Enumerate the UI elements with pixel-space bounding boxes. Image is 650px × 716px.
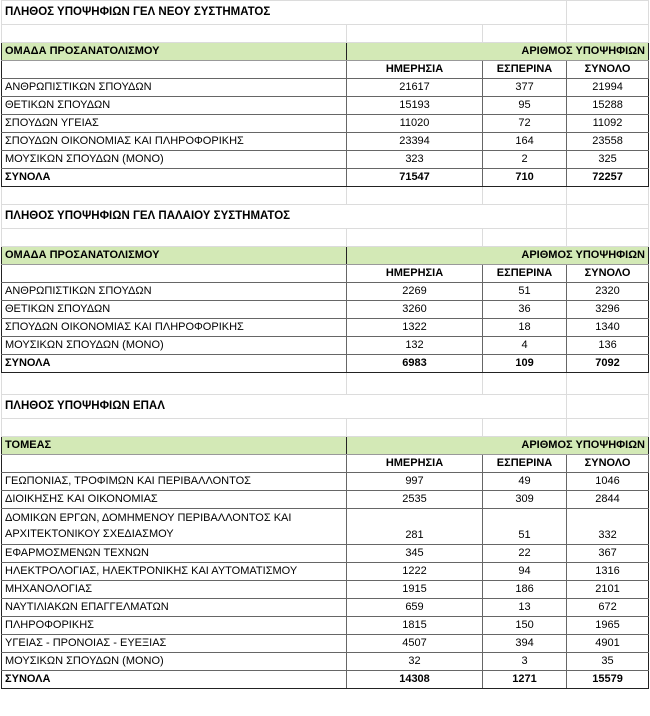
day-value[interactable]: 2269 <box>347 283 483 301</box>
column-header[interactable]: ΗΜΕΡΗΣΙΑ <box>347 455 483 473</box>
day-value[interactable]: 3260 <box>347 301 483 319</box>
row-label[interactable]: ΜΟΥΣΙΚΩΝ ΣΠΟΥΔΩΝ (ΜΟΝΟ) <box>2 653 347 671</box>
total-value[interactable]: 23558 <box>567 133 649 151</box>
column-header-row <box>2 61 649 79</box>
day-value[interactable]: 345 <box>347 545 483 563</box>
evening-value[interactable]: 51 <box>483 283 567 301</box>
group-header[interactable]: ΟΜΑΔΑ ΠΡΟΣΑΝΑΤΟΛΙΣΜΟΥ <box>2 43 347 61</box>
empty-cell[interactable] <box>567 25 649 43</box>
empty-cell[interactable] <box>483 229 567 247</box>
total-value[interactable]: 21994 <box>567 79 649 97</box>
day-value[interactable]: 659 <box>347 599 483 617</box>
group-header-row <box>2 437 649 455</box>
table-row <box>2 635 649 653</box>
table-row <box>2 563 649 581</box>
total-value[interactable]: 1046 <box>567 473 649 491</box>
empty-cell[interactable] <box>2 419 347 437</box>
table-row <box>2 337 649 355</box>
empty-cell[interactable] <box>2 455 347 473</box>
empty-cell[interactable] <box>347 229 483 247</box>
row-label[interactable]: ΑΝΘΡΩΠΙΣΤΙΚΩΝ ΣΠΟΥΔΩΝ <box>2 283 347 301</box>
evening-value[interactable]: 164 <box>483 133 567 151</box>
row-label[interactable]: ΠΛΗΡΟΦΟΡΙΚΗΣ <box>2 617 347 635</box>
row-label[interactable]: ΔΙΟΙΚΗΣΗΣ ΚΑΙ ΟΙΚΟΝΟΜΙΑΣ <box>2 491 347 509</box>
column-header[interactable]: ΗΜΕΡΗΣΙΑ <box>347 61 483 79</box>
evening-value[interactable]: 36 <box>483 301 567 319</box>
totals-label[interactable]: ΣΥΝΟΛΑ <box>2 169 347 187</box>
totals-row <box>2 671 649 689</box>
row-label[interactable]: ΘΕΤΙΚΩΝ ΣΠΟΥΔΩΝ <box>2 97 347 115</box>
evening-value[interactable]: 94 <box>483 563 567 581</box>
empty-cell[interactable] <box>567 373 649 395</box>
evening-value[interactable]: 186 <box>483 581 567 599</box>
day-value[interactable]: 132 <box>347 337 483 355</box>
day-value[interactable]: 32 <box>347 653 483 671</box>
total-value[interactable]: 325 <box>567 151 649 169</box>
total-value[interactable]: 1340 <box>567 319 649 337</box>
evening-value[interactable]: 150 <box>483 617 567 635</box>
total-value[interactable]: 1316 <box>567 563 649 581</box>
row-label[interactable]: ΑΝΘΡΩΠΙΣΤΙΚΩΝ ΣΠΟΥΔΩΝ <box>2 79 347 97</box>
empty-cell[interactable] <box>567 395 649 419</box>
day-value[interactable]: 1322 <box>347 319 483 337</box>
table-row <box>2 151 649 169</box>
total-value[interactable]: 4901 <box>567 635 649 653</box>
day-value[interactable]: 2535 <box>347 491 483 509</box>
day-value[interactable]: 1815 <box>347 617 483 635</box>
section-title[interactable]: ΠΛΗΘΟΣ ΥΠΟΨΗΦΙΩΝ ΓΕΛ ΝΕΟΥ ΣΥΣΤΗΜΑΤΟΣ <box>2 1 567 25</box>
total-value[interactable]: 2844 <box>567 491 649 509</box>
row-label[interactable]: ΔΟΜΙΚΩΝ ΕΡΓΩΝ, ΔΟΜΗΜΕΝΟΥ ΠΕΡΙΒΑΛΛΟΝΤΟΣ ΚΑΙ ΑΡΧΙΤΕΚΤΟΝΙΚΟΥ ΣΧΕΔΙΑΣΜΟΥ <box>2 509 347 545</box>
totals-row <box>2 169 649 187</box>
row-label[interactable]: ΥΓΕΙΑΣ - ΠΡΟΝΟΙΑΣ - ΕΥΕΞΙΑΣ <box>2 635 347 653</box>
total-value[interactable]: 672 <box>567 599 649 617</box>
total-value[interactable]: 136 <box>567 337 649 355</box>
empty-cell[interactable] <box>567 1 649 25</box>
row-label[interactable]: ΜΗΧΑΝΟΛΟΓΙΑΣ <box>2 581 347 599</box>
table-row <box>2 617 649 635</box>
table-row <box>2 301 649 319</box>
candidates-table <box>1 0 649 689</box>
table-row <box>2 491 649 509</box>
totals-total[interactable]: 72257 <box>567 169 649 187</box>
empty-cell[interactable] <box>2 61 347 79</box>
day-value[interactable]: 23394 <box>347 133 483 151</box>
day-value[interactable]: 997 <box>347 473 483 491</box>
spacer-row <box>2 187 649 205</box>
row-label[interactable]: ΣΠΟΥΔΩΝ ΥΓΕΙΑΣ <box>2 115 347 133</box>
totals-evening[interactable]: 109 <box>483 355 567 373</box>
spacer-row <box>2 229 649 247</box>
row-label[interactable]: ΣΠΟΥΔΩΝ ΟΙΚΟΝΟΜΙΑΣ ΚΑΙ ΠΛΗΡΟΦΟΡΙΚΗΣ <box>2 319 347 337</box>
column-header[interactable]: ΕΣΠΕΡΙΝΑ <box>483 61 567 79</box>
group-header-row <box>2 247 649 265</box>
evening-value[interactable]: 18 <box>483 319 567 337</box>
table-row <box>2 581 649 599</box>
section-title-row <box>2 205 649 229</box>
total-value[interactable]: 11092 <box>567 115 649 133</box>
count-header[interactable]: ΑΡΙΘΜΟΣ ΥΠΟΨΗΦΙΩΝ <box>347 437 649 455</box>
empty-cell[interactable] <box>567 187 649 205</box>
evening-value[interactable]: 49 <box>483 473 567 491</box>
totals-label[interactable]: ΣΥΝΟΛΑ <box>2 355 347 373</box>
row-label[interactable]: ΘΕΤΙΚΩΝ ΣΠΟΥΔΩΝ <box>2 301 347 319</box>
section-title[interactable]: ΠΛΗΘΟΣ ΥΠΟΨΗΦΙΩΝ ΓΕΛ ΠΑΛΑΙΟΥ ΣΥΣΤΗΜΑΤΟΣ <box>2 205 567 229</box>
evening-value[interactable]: 2 <box>483 151 567 169</box>
totals-evening[interactable]: 1271 <box>483 671 567 689</box>
empty-cell[interactable] <box>347 373 483 395</box>
totals-day[interactable]: 6983 <box>347 355 483 373</box>
count-header[interactable]: ΑΡΙΘΜΟΣ ΥΠΟΨΗΦΙΩΝ <box>347 247 649 265</box>
empty-cell[interactable] <box>483 187 567 205</box>
empty-cell[interactable] <box>347 419 483 437</box>
table-body <box>2 1 649 689</box>
section-title-row <box>2 1 649 25</box>
row-label[interactable]: ΜΟΥΣΙΚΩΝ ΣΠΟΥΔΩΝ (ΜΟΝΟ) <box>2 337 347 355</box>
total-value[interactable]: 332 <box>567 509 649 545</box>
row-label[interactable]: ΣΠΟΥΔΩΝ ΟΙΚΟΝΟΜΙΑΣ ΚΑΙ ΠΛΗΡΟΦΟΡΙΚΗΣ <box>2 133 347 151</box>
group-header[interactable]: ΤΟΜΕΑΣ <box>2 437 347 455</box>
column-header[interactable]: ΣΥΝΟΛΟ <box>567 61 649 79</box>
empty-cell[interactable] <box>567 205 649 229</box>
table-row <box>2 599 649 617</box>
total-value[interactable]: 367 <box>567 545 649 563</box>
table-row <box>2 79 649 97</box>
column-header-row <box>2 455 649 473</box>
day-value[interactable]: 21617 <box>347 79 483 97</box>
empty-cell[interactable] <box>2 373 347 395</box>
empty-cell[interactable] <box>567 419 649 437</box>
table-row <box>2 545 649 563</box>
group-header-row <box>2 43 649 61</box>
evening-value[interactable]: 394 <box>483 635 567 653</box>
empty-cell[interactable] <box>2 25 347 43</box>
section-title[interactable]: ΠΛΗΘΟΣ ΥΠΟΨΗΦΙΩΝ ΕΠΑΛ <box>2 395 567 419</box>
evening-value[interactable]: 51 <box>483 509 567 545</box>
table-row <box>2 283 649 301</box>
row-label[interactable]: ΕΦΑΡΜΟΣΜΕΝΩΝ ΤΕΧΝΩΝ <box>2 545 347 563</box>
table-row <box>2 115 649 133</box>
totals-label[interactable]: ΣΥΝΟΛΑ <box>2 671 347 689</box>
empty-cell[interactable] <box>483 373 567 395</box>
day-value[interactable]: 1915 <box>347 581 483 599</box>
day-value[interactable]: 281 <box>347 509 483 545</box>
section-title-row <box>2 395 649 419</box>
total-value[interactable]: 3296 <box>567 301 649 319</box>
row-label[interactable]: ΜΟΥΣΙΚΩΝ ΣΠΟΥΔΩΝ (ΜΟΝΟ) <box>2 151 347 169</box>
empty-cell[interactable] <box>347 187 483 205</box>
table-row <box>2 133 649 151</box>
table-row <box>2 97 649 115</box>
evening-value[interactable]: 309 <box>483 491 567 509</box>
day-value[interactable]: 323 <box>347 151 483 169</box>
column-header[interactable]: ΗΜΕΡΗΣΙΑ <box>347 265 483 283</box>
totals-day[interactable]: 14308 <box>347 671 483 689</box>
totals-total[interactable]: 15579 <box>567 671 649 689</box>
evening-value[interactable]: 4 <box>483 337 567 355</box>
table-row <box>2 653 649 671</box>
day-value[interactable]: 1222 <box>347 563 483 581</box>
total-value[interactable]: 15288 <box>567 97 649 115</box>
empty-cell[interactable] <box>2 187 347 205</box>
day-value[interactable]: 4507 <box>347 635 483 653</box>
row-label[interactable]: ΓΕΩΠΟΝΙΑΣ, ΤΡΟΦΙΜΩΝ ΚΑΙ ΠΕΡΙΒΑΛΛΟΝΤΟΣ <box>2 473 347 491</box>
day-value[interactable]: 11020 <box>347 115 483 133</box>
column-header[interactable]: ΕΣΠΕΡΙΝΑ <box>483 265 567 283</box>
evening-value[interactable]: 377 <box>483 79 567 97</box>
row-label[interactable]: ΗΛΕΚΤΡΟΛΟΓΙΑΣ, ΗΛΕΚΤΡΟΝΙΚΗΣ ΚΑΙ ΑΥΤΟΜΑΤΙΣΜΟΥ <box>2 563 347 581</box>
evening-value[interactable]: 22 <box>483 545 567 563</box>
table-row <box>2 319 649 337</box>
table-row <box>2 509 649 545</box>
total-value[interactable]: 2101 <box>567 581 649 599</box>
count-header[interactable]: ΑΡΙΘΜΟΣ ΥΠΟΨΗΦΙΩΝ <box>347 43 649 61</box>
column-header[interactable]: ΣΥΝΟΛΟ <box>567 455 649 473</box>
table-row <box>2 473 649 491</box>
total-value[interactable]: 1965 <box>567 617 649 635</box>
day-value[interactable]: 15193 <box>347 97 483 115</box>
empty-cell[interactable] <box>567 229 649 247</box>
column-header-row <box>2 265 649 283</box>
spacer-row <box>2 419 649 437</box>
empty-cell[interactable] <box>347 25 483 43</box>
column-header[interactable]: ΣΥΝΟΛΟ <box>567 265 649 283</box>
total-value[interactable]: 2320 <box>567 283 649 301</box>
column-header[interactable]: ΕΣΠΕΡΙΝΑ <box>483 455 567 473</box>
evening-value[interactable]: 95 <box>483 97 567 115</box>
group-header[interactable]: ΟΜΑΔΑ ΠΡΟΣΑΝΑΤΟΛΙΣΜΟΥ <box>2 247 347 265</box>
empty-cell[interactable] <box>483 419 567 437</box>
totals-day[interactable]: 71547 <box>347 169 483 187</box>
totals-evening[interactable]: 710 <box>483 169 567 187</box>
empty-cell[interactable] <box>2 229 347 247</box>
evening-value[interactable]: 72 <box>483 115 567 133</box>
empty-cell[interactable] <box>2 265 347 283</box>
total-value[interactable]: 35 <box>567 653 649 671</box>
totals-total[interactable]: 7092 <box>567 355 649 373</box>
empty-cell[interactable] <box>483 25 567 43</box>
evening-value[interactable]: 3 <box>483 653 567 671</box>
spacer-row <box>2 373 649 395</box>
spacer-row <box>2 25 649 43</box>
evening-value[interactable]: 13 <box>483 599 567 617</box>
totals-row <box>2 355 649 373</box>
row-label[interactable]: ΝΑΥΤΙΛΙΑΚΩΝ ΕΠΑΓΓΕΛΜΑΤΩΝ <box>2 599 347 617</box>
